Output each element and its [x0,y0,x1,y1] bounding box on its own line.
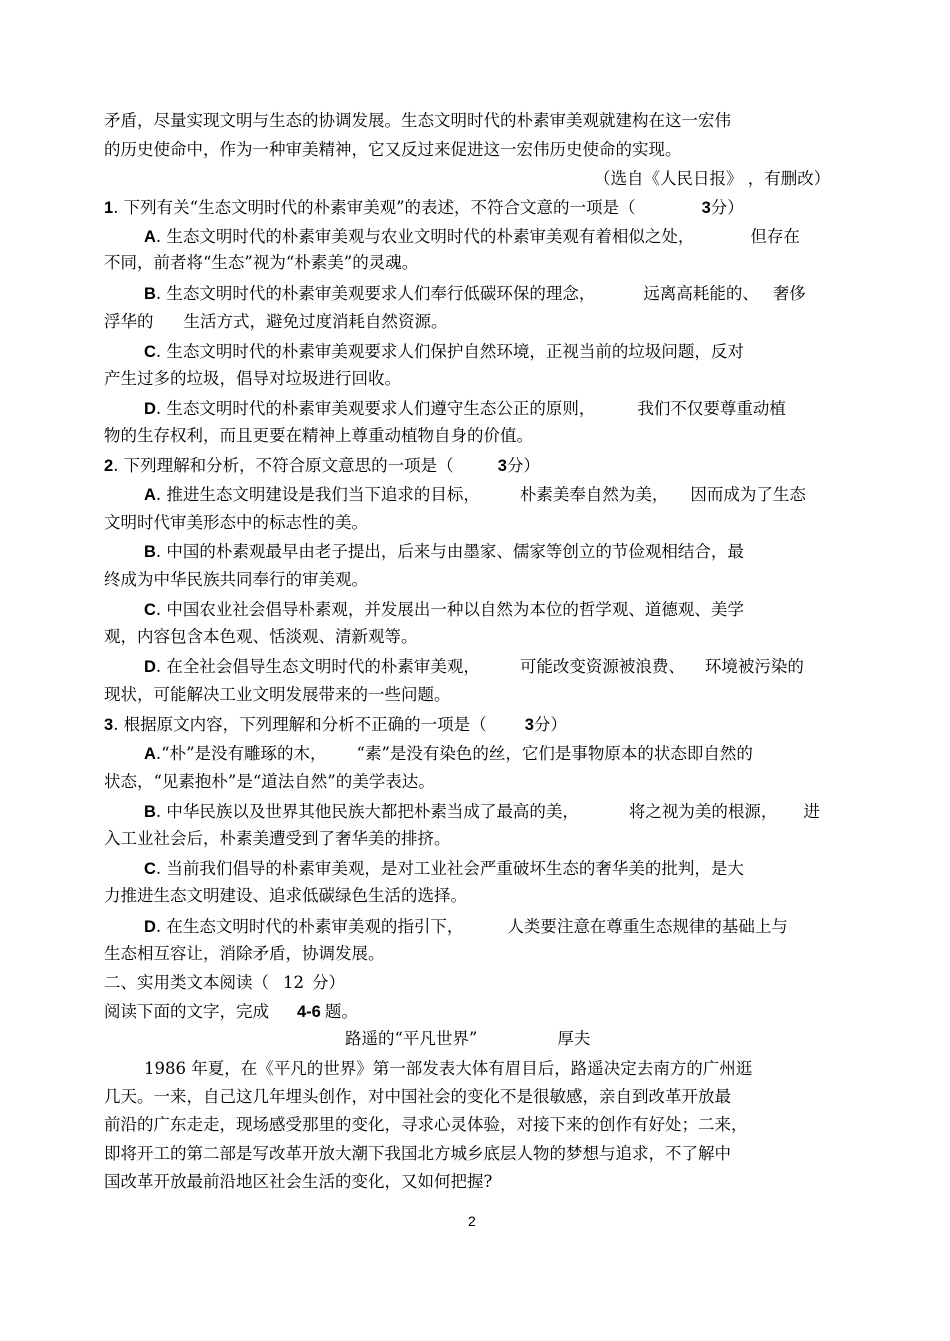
option-3c: C. 当前我们倡导的朴素审美观，是对工业社会严重破坏生态的奢华美的批判，是大 [144,859,744,878]
option-2c-cont: 观，内容包含本色观、恬淡观、清新观等。 [104,627,418,646]
question-3-stem: 3. 根据原文内容，下列理解和分析不正确的一项是（ 3分） [104,715,567,734]
question-1-stem: 1. 下列有关“生态文明时代的朴素审美观”的表述，不符合文意的一项是（ 3分） [104,198,744,217]
option-3d-cont: 生态相互容让，消除矛盾，协调发展。 [104,944,385,963]
question-number: 1 [104,199,114,217]
section-instruction: 阅读下面的文字，完成 4-6 题。 [104,1002,358,1021]
option-3a-cont: 状态，“见素抱朴”是“道法自然”的美学表达。 [104,772,435,791]
option-3d: D. 在生态文明时代的朴素审美观的指引下， 人类要注意在尊重生态规律的基础上与 [144,917,788,936]
source-note: （选自《人民日报》 ，有删改） [594,169,831,188]
option-1b: B. 生态文明时代的朴素审美观要求人们奉行低碳环保的理念， 远离高耗能的、 奢侈 [144,284,806,303]
option-1a: A. 生态文明时代的朴素审美观与农业文明时代的朴素审美观有着相似之处， 但存在 [144,227,800,246]
paragraph-line: 国改革开放最前沿地区社会生活的变化，又如何把握? [104,1172,493,1191]
paragraph-line: 即将开工的第二部是写改革开放大潮下我国北方城乡底层人物的梦想与追求，不了解中 [104,1144,731,1163]
paragraph-line: 前沿的广东走走，现场感受那里的变化，寻求心灵体验，对接下来的创作有好处；二来， [104,1115,748,1134]
option-1b-cont: 浮华的 生活方式，避免过度消耗自然资源。 [104,312,448,331]
option-2a-cont: 文明时代审美形态中的标志性的美。 [104,513,368,532]
score: 3 [524,716,534,734]
score: 3 [701,199,711,217]
page-number: 2 [468,1213,476,1229]
article-author: 厚夫 [557,1029,591,1048]
paragraph-line: 1986 年夏，在《平凡的世界》第一部发表大体有眉目后，路遥决定去南方的广州逛 [144,1059,753,1078]
section-heading: 二、实用类文本阅读（ 12 分） [104,973,345,992]
option-2c: C. 中国农业社会倡导朴素观，并发展出一种以自然为本位的哲学观、道德观、美学 [144,600,744,619]
question-2-stem: 2. 下列理解和分析，不符合原文意思的一项是（ 3分） [104,456,540,475]
paragraph-line: 几天。一来，自己这几年埋头创作，对中国社会的变化不是很敏感，亲自到改革开放最 [104,1087,731,1106]
option-2a: A. 推进生态文明建设是我们当下追求的目标， 朴素美奉自然为美， 因而成为了生态 [144,485,806,504]
score: 3 [497,457,507,475]
option-2d: D. 在全社会倡导生态文明时代的朴素审美观， 可能改变资源被浪费、 环境被污染的 [144,657,804,676]
article-title: 路遥的“平凡世界” [345,1029,478,1048]
option-3a: A.“朴”是没有雕琢的木， “素”是没有染色的丝，它们是事物原本的状态即自然的 [144,744,753,763]
option-3b-cont: 入工业社会后，朴素美遭受到了奢华美的排挤。 [104,829,451,848]
article-title-line [345,1028,590,1050]
option-1a-cont: 不同，前者将“生态”视为“朴素美”的灵魂。 [104,253,419,272]
option-1c-cont: 产生过多的垃圾，倡导对垃圾进行回收。 [104,369,401,388]
option-2b-cont: 终成为中华民族共同奉行的审美观。 [104,570,368,589]
option-3c-cont: 力推进生态文明建设、追求低碳绿色生活的选择。 [104,886,467,905]
question-number: 3 [104,716,114,734]
option-2b: B. 中国的朴素观最早由老子提出，后来与由墨家、儒家等创立的节俭观相结合，最 [144,542,744,561]
text-line: 的历史使命中，作为一种审美精神，它又反过来促进这一宏伟历史使命的实现。 [104,140,682,159]
option-1c: C. 生态文明时代的朴素审美观要求人们保护自然环境，正视当前的垃圾问题，反对 [144,342,744,361]
option-1d: D. 生态文明时代的朴素审美观要求人们遵守生态公正的原则， 我们不仅要尊重动植 [144,399,786,418]
option-1d-cont: 物的生存权利，而且更要在精神上尊重动植物自身的价值。 [104,426,533,445]
option-2d-cont: 现状，可能解决工业文明发展带来的一些问题。 [104,685,451,704]
text-line: 矛盾，尽量实现文明与生态的协调发展。生态文明时代的朴素审美观就建构在这一宏伟 [104,111,731,130]
option-3b: B. 中华民族以及世界其他民族大都把朴素当成了最高的美， 将之视为美的根源， 进 [144,802,820,821]
question-number: 2 [104,457,114,475]
